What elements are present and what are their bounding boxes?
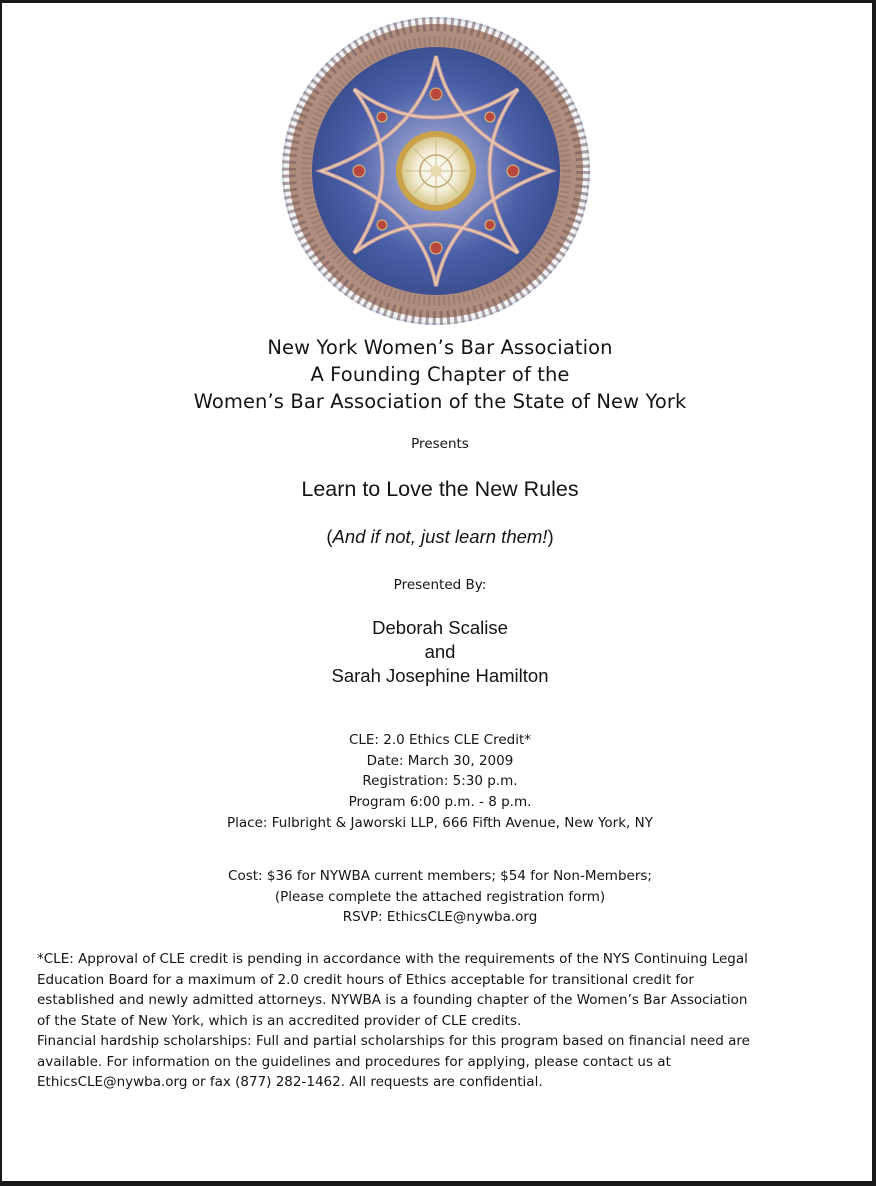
presents-label: Presents	[411, 436, 469, 452]
speakers	[2, 616, 876, 688]
subtitle-close-paren: )	[547, 526, 554, 547]
cle-footnote-line: Education Board for a maximum of 2.0 credit hours of Ethics acceptable for transitional credit for	[37, 971, 694, 988]
program-title: Learn to Love the New Rules	[301, 477, 579, 501]
cle-footnote-line: *CLE: Approval of CLE credit is pending in accordance with the requirements of the NYS Continuing Legal	[37, 951, 748, 967]
organization-name	[2, 334, 876, 415]
speaker-conjunction: and	[424, 641, 456, 662]
hardship-line: Financial hardship scholarships: Full and partial scholarships for this program based on financial need are	[37, 1033, 750, 1049]
organization-line-3: Women’s Bar Association of the State of New York	[193, 390, 687, 413]
hardship-line: available. For information on the guidelines and procedures for applying, please contact us at	[37, 1053, 671, 1070]
cost-info	[2, 866, 876, 928]
event-place: Place: Fulbright & Jaworski LLP, 666 Fifth Avenue, New York, NY	[227, 814, 653, 831]
subtitle-text: And if not, just learn them!	[332, 526, 548, 547]
organization-line-1: New York Women’s Bar Association	[267, 336, 613, 359]
cost-line: Cost: $36 for NYWBA current members; $54 for Non-Members;	[228, 868, 652, 884]
subtitle-open-paren: (	[326, 526, 333, 547]
rsvp-line: RSVP: EthicsCLE@nywba.org	[342, 909, 538, 925]
registration-form-note: (Please complete the attached registration form)	[274, 888, 606, 905]
speaker-2: Sarah Josephine Hamilton	[331, 665, 549, 686]
event-date: Date: March 30, 2009	[366, 752, 514, 769]
cle-footnote-line: established and newly admitted attorneys. NYWBA is a founding chapter of the Women’s Bar Association	[37, 992, 748, 1008]
organization-line-2: A Founding Chapter of the	[310, 363, 570, 386]
ceiling-dome-medallion-icon	[281, 16, 591, 326]
speaker-1: Deborah Scalise	[372, 617, 508, 638]
program-subtitle	[2, 526, 876, 548]
hardship-line: EthicsCLE@nywba.org or fax (877) 282-1462. All requests are confidential.	[37, 1074, 543, 1090]
registration-time: Registration: 5:30 p.m.	[362, 773, 518, 790]
footnote	[37, 949, 849, 1093]
event-details	[2, 730, 876, 834]
cle-footnote-line: of the State of New York, which is an accredited provider of CLE credits.	[37, 1012, 522, 1029]
presented-by-label: Presented By:	[393, 577, 487, 593]
program-time: Program 6:00 p.m. - 8 p.m.	[348, 794, 532, 811]
cle-credit: CLE: 2.0 Ethics CLE Credit*	[348, 732, 532, 748]
